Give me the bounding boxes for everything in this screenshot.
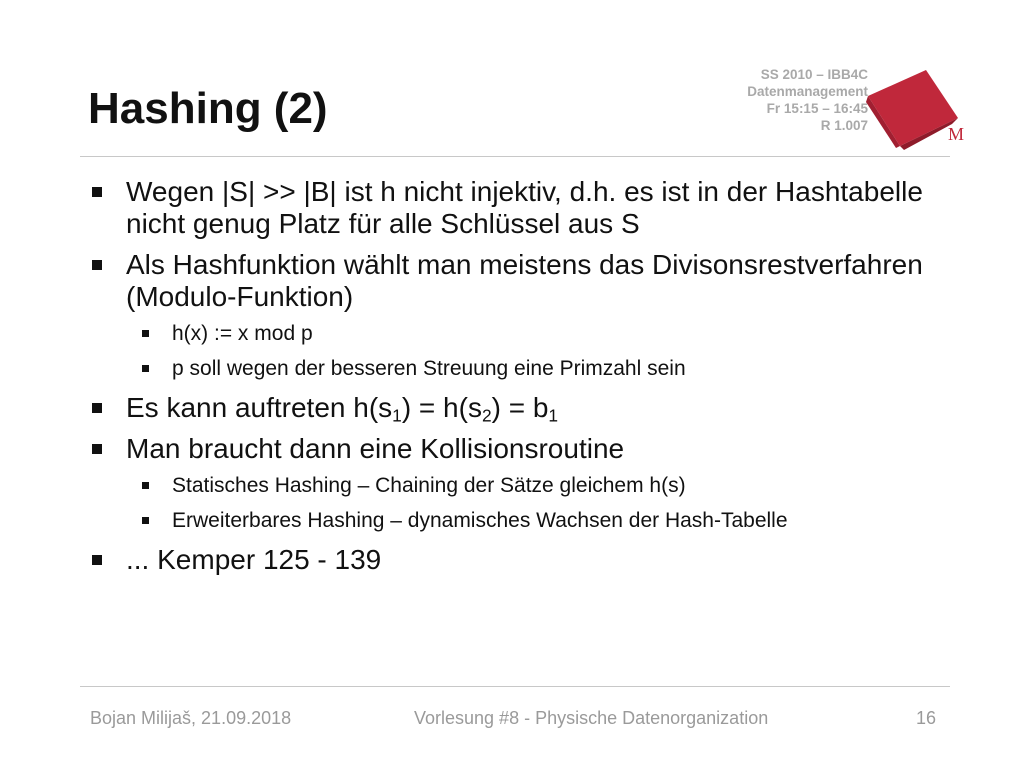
square-bullet-icon — [92, 260, 102, 270]
sub-bullet-text: p soll wegen der besseren Streuung eine Primzahl sein — [172, 357, 686, 380]
square-bullet-icon — [92, 403, 102, 413]
bullet-item — [88, 176, 938, 240]
sub-bullet-text: Erweiterbares Hashing – dynamisches Wachsen der Hash-Tabelle — [172, 509, 788, 532]
square-bullet-icon — [142, 517, 149, 524]
slide-title: Hashing (2) — [88, 84, 328, 133]
sub-bullet-item — [88, 474, 938, 498]
sub-bullet-item — [88, 322, 938, 346]
bullet-text: Wegen |S| >> |B| ist h nicht injektiv, d.h. es ist in der Hashtabelle nicht genug Platz für alle Schlüssel aus S — [126, 176, 923, 239]
sub-bullet-item — [88, 357, 938, 381]
bullet-text: Man braucht dann eine Kollisionsroutine — [126, 433, 625, 464]
square-bullet-icon — [92, 444, 102, 454]
slide-body — [88, 176, 938, 585]
bullet-text: Als Hashfunktion wählt man meistens das Divisonsrestverfahren (Modulo-Funktion) — [126, 249, 923, 312]
footer-lecture-title: Vorlesung #8 - Physische Datenorganization — [414, 708, 769, 728]
bullet-text: ... Kemper 125 - 139 — [126, 544, 382, 575]
bullet-item — [88, 433, 938, 465]
footer-author-date: Bojan Milijaš, 21.09.2018 — [90, 708, 292, 728]
square-bullet-icon — [92, 555, 102, 565]
square-bullet-icon — [142, 482, 149, 489]
logo-letter: M — [948, 124, 965, 144]
sub-bullet-text: h(x) := x mod p — [172, 322, 313, 345]
header-divider — [80, 156, 950, 157]
sub-bullet-text: Statisches Hashing – Chaining der Sätze gleichem h(s) — [172, 474, 686, 497]
university-logo-icon — [860, 60, 970, 160]
bullet-text: Es kann auftreten $h(s_1) = h(s_2) = b_1$ — [126, 392, 559, 426]
square-bullet-icon — [142, 365, 149, 372]
page-number: 16 — [916, 708, 937, 728]
square-bullet-icon — [142, 330, 149, 337]
course-line: SS 2010 – IBB4C — [760, 67, 868, 82]
square-bullet-icon — [92, 187, 102, 197]
bullet-item — [88, 249, 938, 313]
footer-divider — [80, 686, 950, 687]
course-line: Fr 15:15 – 16:45 — [766, 101, 868, 116]
sub-bullet-item — [88, 509, 938, 533]
course-line: Datenmanagement — [747, 84, 868, 99]
bullet-item — [88, 544, 938, 576]
bullet-item — [88, 392, 938, 424]
course-line: R 1.007 — [820, 118, 868, 133]
course-info — [747, 66, 868, 134]
